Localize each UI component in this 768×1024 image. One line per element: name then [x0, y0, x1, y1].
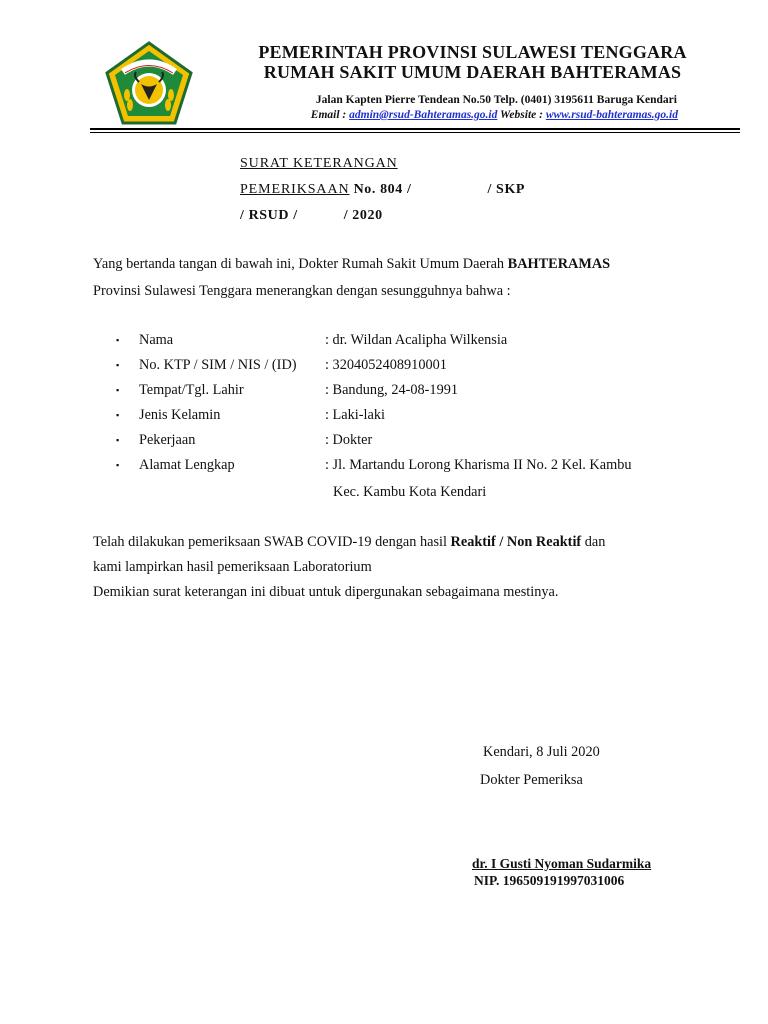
title-year: / 2020: [343, 208, 383, 223]
header-address: Jalan Kapten Pierre Tendean No.50 Telp. (0401) 3195611 Baruga Kendari: [315, 94, 677, 106]
header-government-name: PEMERINTAH PROVINSI SULAWESI TENGGARA: [258, 42, 687, 62]
field-value-address: : Jl. Martandu Lorong Kharisma II No. 2 Kel. Kambu: [325, 457, 632, 473]
result-status: Reaktif / Non Reaktif: [450, 534, 582, 550]
letter-title-code: [240, 208, 383, 224]
letter-title: SURAT KETERANGAN: [240, 156, 398, 171]
provincial-logo: [103, 40, 195, 126]
field-value-id: : 3204052408910001: [325, 357, 447, 373]
title-skp: / SKP: [487, 182, 526, 197]
email-label: Email :: [310, 109, 347, 121]
field-value-name: : dr. Wildan Acalipha Wilkensia: [325, 332, 508, 348]
result-text-end: dan: [581, 534, 606, 550]
place-date: Kendari, 8 Juli 2020: [483, 744, 600, 760]
intro-line-1: [93, 256, 610, 273]
field-label-address: Alamat Lengkap: [139, 457, 235, 473]
bullet-icon: ▪: [116, 460, 120, 470]
result-text: Telah dilakukan pemeriksaan SWAB COVID-19 dengan hasil: [93, 534, 451, 550]
field-value-address-line2: Kec. Kambu Kota Kendari: [333, 484, 487, 500]
bullet-icon: ▪: [116, 360, 120, 370]
result-line-1: [93, 534, 605, 551]
intro-text: Yang bertanda tangan di bawah ini, Dokter Rumah Sakit Umum Daerah: [93, 256, 508, 272]
intro-line-2: Provinsi Sulawesi Tenggara menerangkan dengan sesungguhnya bahwa :: [93, 283, 511, 299]
signatory-name: dr. I Gusti Nyoman Sudarmika: [472, 856, 652, 871]
field-label-occupation: Pekerjaan: [139, 432, 196, 448]
header-divider-thin: [90, 132, 740, 133]
bullet-icon: ▪: [116, 410, 120, 420]
field-label-gender: Jenis Kelamin: [139, 407, 221, 423]
title-rsud: / RSUD /: [240, 208, 298, 223]
intro-hospital-name: BAHTERAMAS: [507, 256, 611, 272]
header-hospital-name: RUMAH SAKIT UMUM DAERAH BAHTERAMAS: [263, 62, 682, 82]
field-label-id: No. KTP / SIM / NIS / (ID): [139, 357, 297, 373]
signatory-role: Dokter Pemeriksa: [480, 772, 583, 788]
bullet-icon: ▪: [116, 385, 120, 395]
field-value-birth: : Bandung, 24-08-1991: [325, 382, 459, 398]
header-contact: [200, 109, 750, 121]
title-examination: PEMERIKSAAN: [240, 182, 350, 197]
closing-statement: Demikian surat keterangan ini dibuat untuk dipergunakan sebagaimana mestinya.: [93, 584, 559, 600]
field-value-occupation: : Dokter: [325, 432, 373, 448]
field-label-name: Nama: [139, 332, 174, 348]
bullet-icon: ▪: [116, 335, 120, 345]
website-label: Website :: [500, 109, 543, 121]
letter-title-number: [240, 182, 525, 198]
header-divider-thick: [90, 128, 740, 130]
bullet-icon: ▪: [116, 435, 120, 445]
field-value-gender: : Laki-laki: [325, 407, 385, 423]
email-link[interactable]: admin@rsud-Bahteramas.go.id: [349, 109, 498, 121]
signatory-nip: NIP. 196509191997031006: [474, 873, 625, 888]
title-number: No. 804 /: [349, 182, 412, 197]
result-line-2: kami lampirkan hasil pemeriksaan Laboratorium: [93, 559, 372, 575]
field-label-birth: Tempat/Tgl. Lahir: [139, 382, 244, 398]
website-link[interactable]: www.rsud-bahteramas.go.id: [545, 109, 678, 121]
